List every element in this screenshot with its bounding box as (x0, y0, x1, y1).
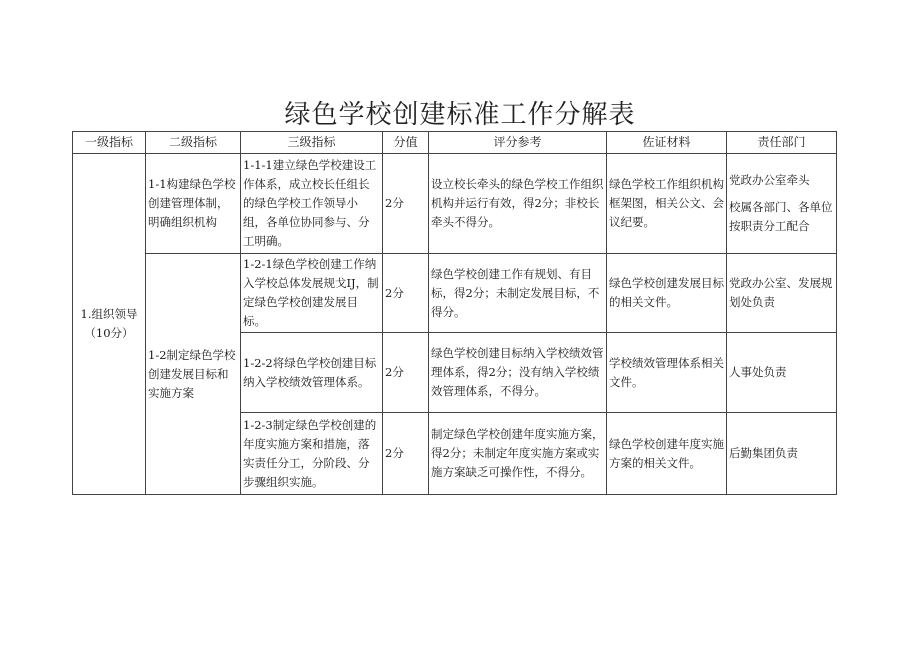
level3-cell: 1-2-3制定绿色学校创建的年度实施方案和措施，落实责任分工，分阶段、分步骤组织实施。 (241, 413, 383, 495)
header-level2: 二级指标 (146, 132, 241, 154)
department-support: 校属各部门、各单位按职责分工配合 (729, 200, 833, 233)
level1-points: （10分） (84, 326, 134, 340)
evidence-cell: 绿色学校创建年度实施方案的相关文件。 (607, 413, 727, 495)
score-cell: 2分 (383, 333, 429, 413)
header-reference: 评分参考 (429, 132, 607, 154)
level3-cell: 1-2-1绿色学校创建工作纳入学校总体发展规戈IJ，制定绿色学校创建发展目标。 (241, 254, 383, 333)
department-cell: 党政办公室、发展规划处负责 (727, 254, 837, 333)
evidence-cell: 绿色学校创建发展目标的相关文件。 (607, 254, 727, 333)
level1-name: 1.组织领导 (80, 307, 138, 321)
department-cell: 后勤集团负责 (727, 413, 837, 495)
reference-cell: 设立校长牵头的绿色学校工作组织机构并运行有效，得2分；非校长牵头不得分。 (429, 154, 607, 254)
header-row (73, 132, 837, 154)
score-cell: 2分 (383, 154, 429, 254)
level3-cell: 1-2-2将绿色学校创建目标纳入学校绩效管理体系。 (241, 333, 383, 413)
department-cell (727, 154, 837, 254)
score-cell: 2分 (383, 254, 429, 333)
table-row (73, 254, 837, 333)
reference-cell: 制定绿色学校创建年度实施方案，得2分；未制定年度实施方案或实施方案缺乏可操作性，不得分。 (429, 413, 607, 495)
level2-cell: 1-1构建绿色学校创建管理体制，明确组织机构 (146, 154, 241, 254)
table-row (73, 154, 837, 254)
score-cell: 2分 (383, 413, 429, 495)
header-level3: 三级指标 (241, 132, 383, 154)
header-department: 责任部门 (727, 132, 837, 154)
document-title: 绿色学校创建标准工作分解表 (284, 100, 636, 130)
level1-cell (73, 154, 146, 495)
header-score: 分值 (383, 132, 429, 154)
department-cell: 人事处负责 (727, 333, 837, 413)
reference-cell: 绿色学校创建工作有规划、有目标，得2分；未制定发展目标，不得分。 (429, 254, 607, 333)
evidence-cell: 学校绩效管理体系相关文件。 (607, 333, 727, 413)
reference-cell: 绿色学校创建目标纳入学校绩效管理体系，得2分；没有纳入学校绩效管理体系，不得分。 (429, 333, 607, 413)
breakdown-table (72, 131, 837, 495)
header-evidence: 佐证材料 (607, 132, 727, 154)
header-level1: 一级指标 (73, 132, 146, 154)
level3-cell: 1-1-1建立绿色学校建设工作体系，成立校长任组长的绿色学校工作领导小组，各单位协同参与、分工明确。 (241, 154, 383, 254)
department-lead: 党政办公室牵头 (729, 173, 810, 187)
evidence-cell: 绿色学校工作组织机构框架图，相关公文、会议纪要。 (607, 154, 727, 254)
level2-cell: 1-2制定绿色学校创建发展目标和实施方案 (146, 254, 241, 495)
